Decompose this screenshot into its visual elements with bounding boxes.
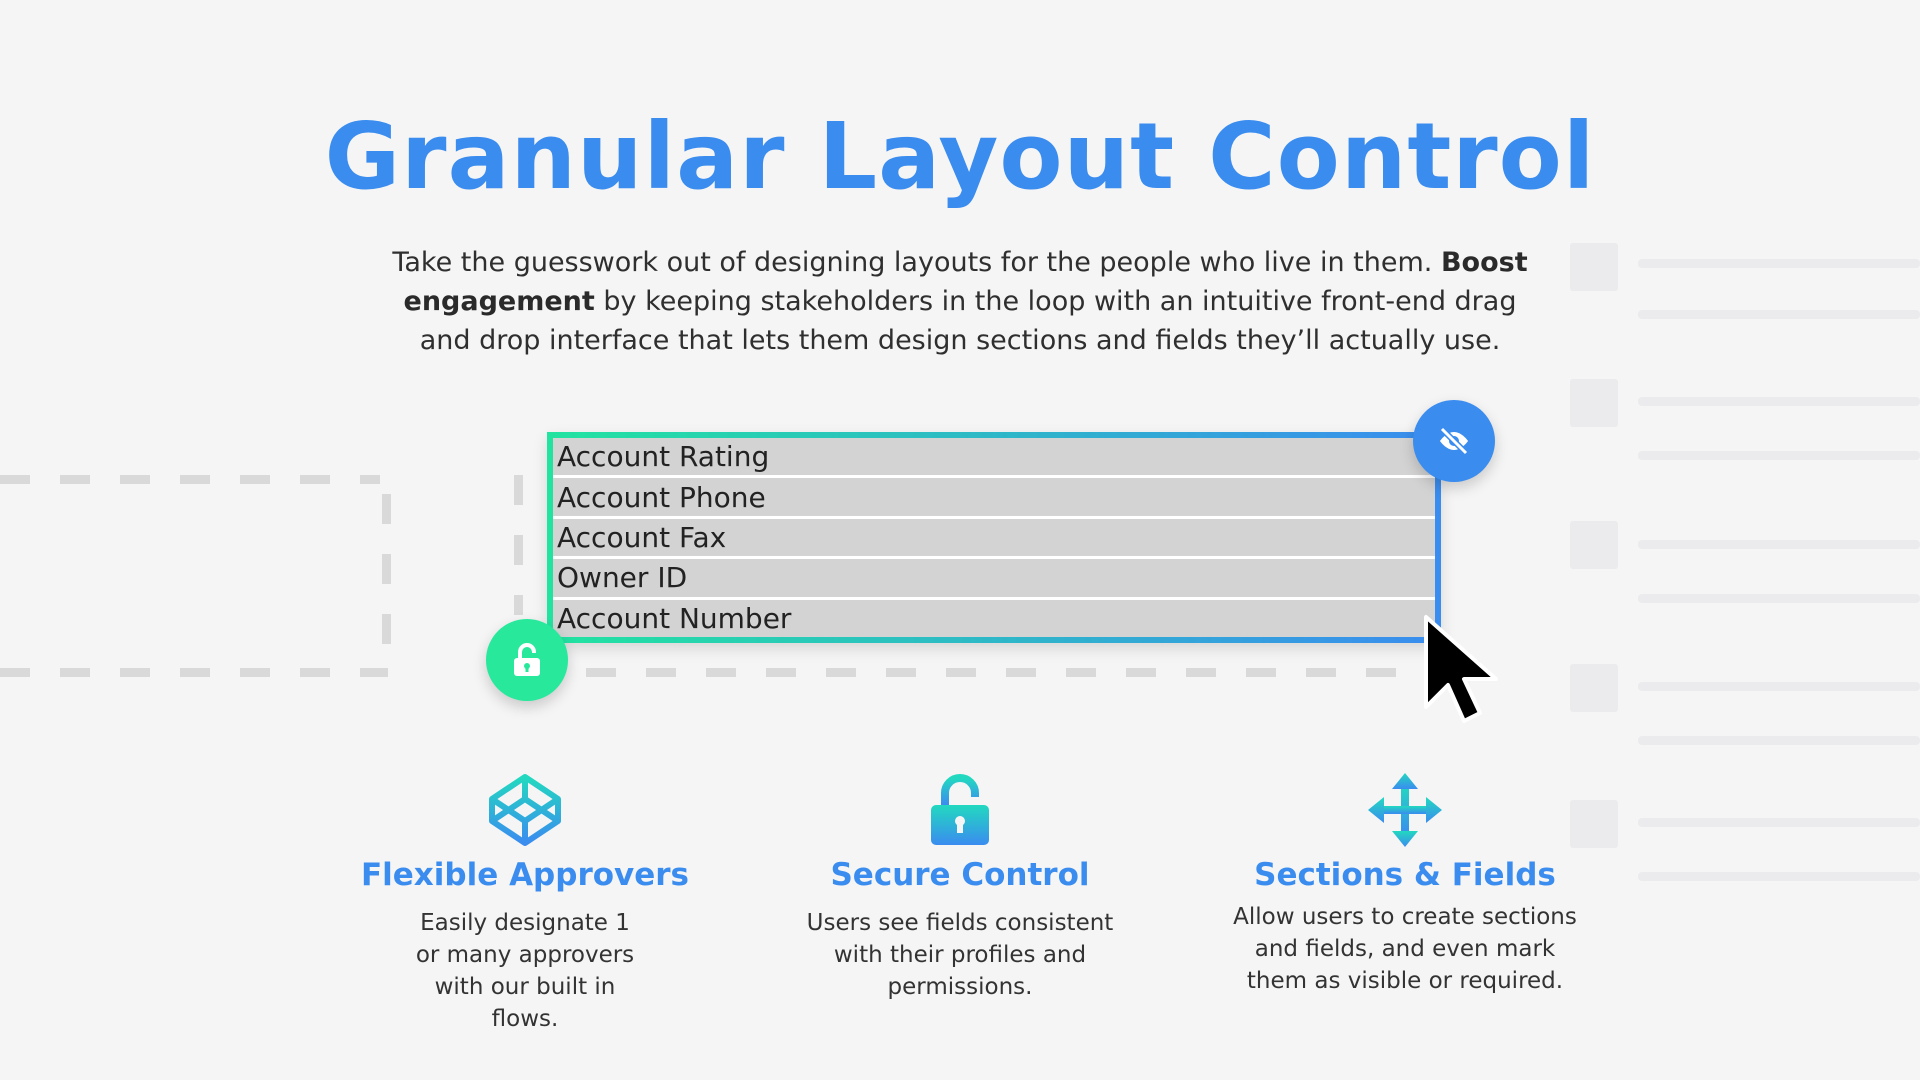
skeleton-line: [1638, 594, 1920, 603]
skeleton-line: [1638, 682, 1920, 691]
feature-title: Sections & Fields: [1254, 857, 1556, 893]
field-card[interactable]: [547, 432, 1441, 643]
field-row[interactable]: Account Number: [553, 600, 1435, 637]
feature-title: Secure Control: [830, 857, 1090, 893]
dash-line: [0, 475, 380, 484]
skeleton-block: [1570, 664, 1618, 712]
skeleton-line: [1638, 397, 1920, 406]
skeleton-line: [1638, 451, 1920, 460]
eye-slash-icon: [1436, 426, 1472, 456]
skeleton-block: [1570, 379, 1618, 427]
feature-flexible-approvers: [360, 773, 690, 1035]
intro-bold: Boost engagement: [403, 247, 1528, 317]
skeleton-line: [1638, 310, 1920, 319]
skeleton-line: [1638, 872, 1920, 881]
dash-line: [0, 668, 388, 677]
intro-text: [380, 243, 1540, 360]
field-row[interactable]: Owner ID: [553, 559, 1435, 596]
dash-line: [586, 668, 1406, 677]
dash-line: [514, 475, 523, 615]
intro-lead: Take the guesswork out of designing layouts for the people who live in them.: [392, 247, 1433, 278]
skeleton-line: [1638, 818, 1920, 827]
skeleton-line: [1638, 259, 1920, 268]
feature-sections-fields: [1215, 773, 1595, 997]
skeleton-block: [1570, 521, 1618, 569]
feature-secure-control: [790, 773, 1130, 1003]
feature-title: Flexible Approvers: [360, 857, 689, 893]
visibility-toggle-button[interactable]: [1413, 400, 1495, 482]
field-row[interactable]: Account Fax: [553, 519, 1435, 556]
intro-rest: by keeping stakeholders in the loop with an intuitive front-end drag and drop interface that lets them design sections and fields they’ll actually use.: [419, 286, 1517, 356]
codepen-cube-icon: [488, 773, 562, 847]
lock-toggle-button[interactable]: [486, 619, 568, 701]
dash-line: [382, 494, 391, 650]
feature-description: Easily designate 1 or many approvers with our built in flows.: [415, 910, 635, 1032]
skeleton-block: [1570, 243, 1618, 291]
skeleton-line: [1638, 540, 1920, 549]
field-list: [553, 438, 1435, 637]
skeleton-line: [1638, 736, 1920, 745]
page-title: Granular Layout Control: [324, 103, 1596, 210]
feature-description: Users see fields consistent with their profiles and permissions.: [806, 910, 1114, 1000]
field-row[interactable]: Account Phone: [553, 478, 1435, 515]
field-row[interactable]: Account Rating: [553, 438, 1435, 475]
mouse-cursor-icon: [1418, 613, 1508, 733]
feature-description: Allow users to create sections and fields, and even mark them as visible or required.: [1233, 904, 1577, 994]
unlock-icon: [923, 773, 997, 847]
unlock-icon: [511, 642, 543, 678]
move-arrows-icon: [1368, 773, 1442, 847]
